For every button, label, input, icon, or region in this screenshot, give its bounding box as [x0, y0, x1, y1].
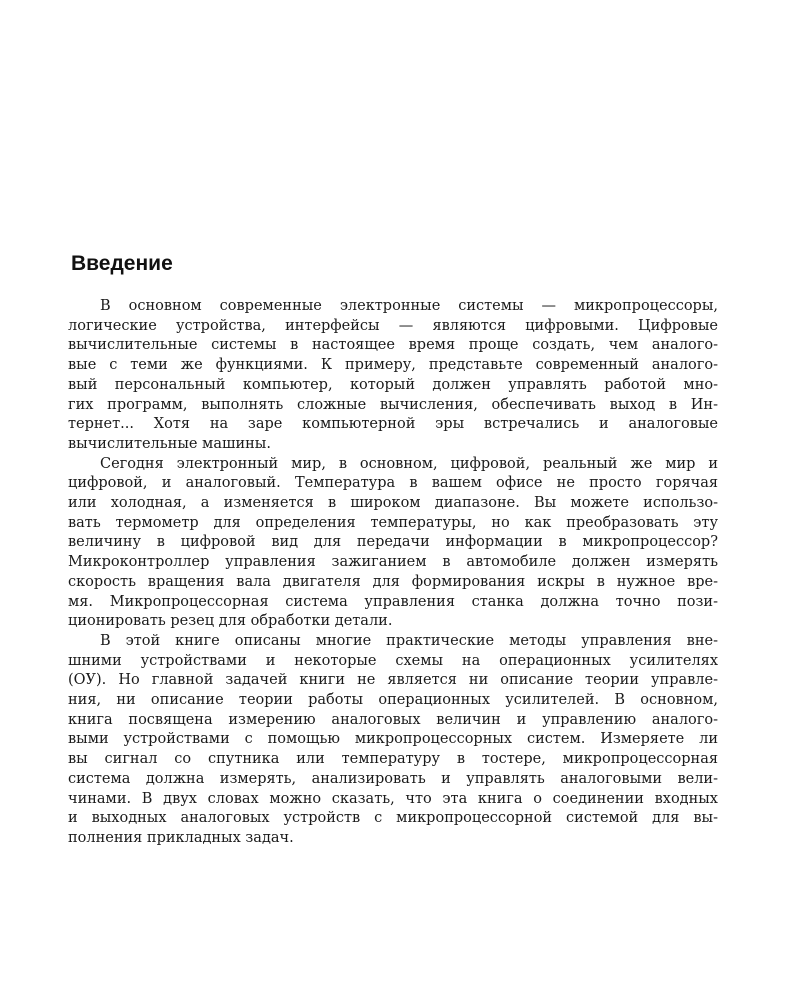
text-line: тернет... Хотя на заре компьютерной эры встречались и аналоговые [68, 416, 718, 433]
text-line: чинами. В двух словах можно сказать, что эта книга о соединении входных [68, 790, 718, 807]
text-line: Сегодня электронный мир, в основном, цифровой, реальный же мир и [100, 455, 718, 472]
text-line: В основном современные электронные системы — микропроцессоры, [100, 298, 718, 314]
text-line: вать термометр для определения температуры, но как преобразовать эту [68, 514, 718, 531]
text-line: ционировать резец для обработки детали. [68, 613, 393, 630]
text-line: величину в цифровой вид для передачи информации в микропроцессор? [68, 534, 718, 551]
text-line: и выходных аналоговых устройств с микропроцессорной системой для вы- [68, 810, 718, 827]
text-line: шними устройствами и некоторые схемы на операционных усилителях [68, 652, 718, 669]
text-line: вычислительные системы в настоящее время проще создать, чем аналого- [68, 337, 718, 354]
text-line: вые с теми же функциями. К примеру, представьте современный аналого- [68, 357, 718, 374]
text-line: вы сигнал со спутника или температуру в тостере, микропроцессорная [68, 751, 718, 768]
text-line: полнения прикладных задач. [68, 829, 294, 846]
text-line: гих программ, выполнять сложные вычисления, обеспечивать выход в Ин- [68, 396, 718, 413]
text-line: вый персональный компьютер, который должен управлять работой мно- [68, 376, 718, 393]
text-line: выми устройствами с помощью микропроцессорных систем. Измеряете ли [68, 731, 718, 748]
paragraph [68, 632, 718, 849]
body-text [68, 297, 718, 849]
text-line: система должна измерять, анализировать и управлять аналоговыми вели- [68, 770, 718, 787]
text-line: ния, ни описание теории работы операционных усилителей. В основном, [68, 692, 718, 709]
text-line: (ОУ). Но главной задачей книги не является ни описание теории управле- [68, 672, 718, 689]
paragraph [68, 297, 718, 455]
paragraph [68, 455, 718, 632]
text-line: скорость вращения вала двигателя для формирования искры в нужное вре- [68, 573, 718, 590]
text-line: В этой книге описаны многие практические методы управления вне- [100, 632, 718, 649]
text-line: Микроконтроллер управления зажиганием в автомобиле должен измерять [68, 554, 718, 571]
text-line: вычислительные машины. [68, 435, 271, 452]
text-line: или холодная, а изменяется в широком диапазоне. Вы можете использо- [68, 495, 718, 512]
text-line: цифровой, и аналоговый. Температура в вашем офисе не просто горячая [68, 475, 718, 492]
text-line: мя. Микропроцессорная система управления станка должна точно пози- [68, 593, 718, 610]
text-line: логические устройства, интерфейсы — являются цифровыми. Цифровые [68, 317, 718, 334]
section-heading: Введение [71, 252, 173, 275]
text-line: книга посвящена измерению аналоговых величин и управлению аналого- [68, 711, 718, 728]
